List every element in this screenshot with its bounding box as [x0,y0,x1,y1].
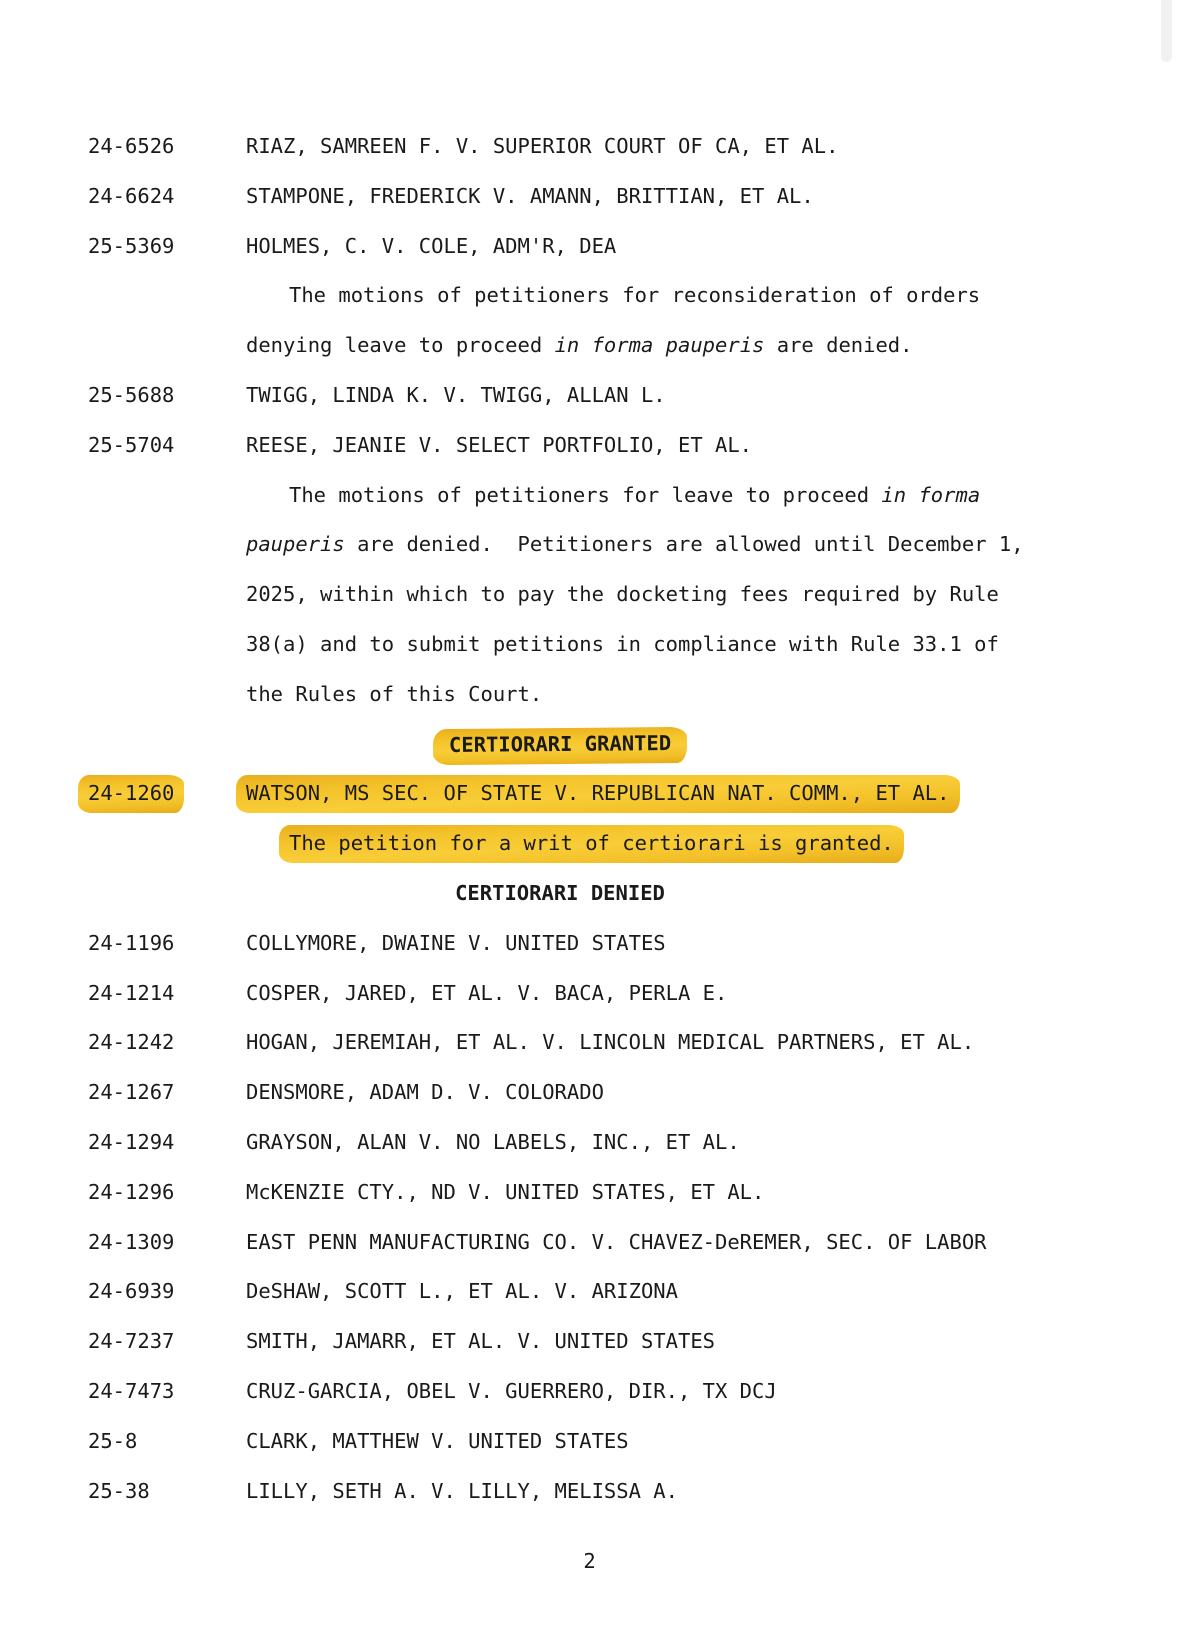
case-number: 24-1260 [78,775,184,813]
case-row [88,1118,1032,1168]
case-number: 24-6526 [88,134,175,158]
case-row [88,1317,1032,1367]
order-text-line [88,570,1032,620]
order-text-line [88,670,1032,720]
text-segment: are denied. [764,333,913,358]
case-number: 25-8 [88,1428,138,1453]
case-number: 24-1294 [88,1129,175,1154]
case-number: 25-5688 [88,382,175,407]
text-segment: 2025, within which to pay the docketing fees required by Rule [246,582,999,607]
highlight-mark [279,825,904,863]
scrollbar-thumb[interactable] [1161,0,1172,62]
case-row [88,222,1032,272]
case-number-column [88,222,246,272]
case-title: WATSON, MS SEC. OF STATE V. REPUBLICAN NAT. COMM., ET AL. [236,775,960,813]
order-text-line [88,620,1032,670]
order-text-line [88,471,1032,521]
case-number: 24-1309 [88,1229,175,1254]
case-number: 24-1267 [88,1080,175,1105]
italic-text: in forma [881,482,981,507]
case-number: 25-5704 [88,432,175,457]
case-number-column [88,1467,246,1517]
case-title: STAMPONE, FREDERICK V. AMANN, BRITTIAN, ET AL. [246,183,814,208]
text-segment: are denied. Petitioners are allowed until December 1, [344,532,1024,557]
case-number-column [88,1267,246,1317]
case-row [88,1367,1032,1417]
case-title: LILLY, SETH A. V. LILLY, MELISSA A. [246,1478,678,1503]
case-number: 24-6624 [88,183,175,208]
case-number-column [88,919,246,969]
case-number-column [88,1317,246,1367]
case-number: 24-7237 [88,1329,175,1354]
case-row [88,172,1032,222]
order-text-line [88,271,1032,321]
case-title: COLLYMORE, DWAINE V. UNITED STATES [246,930,666,955]
italic-text: pauperis [246,532,345,557]
case-number-column [88,1118,246,1168]
case-title: McKENZIE CTY., ND V. UNITED STATES, ET AL. [246,1179,765,1204]
case-row [88,969,1032,1019]
case-row [88,1467,1032,1517]
order-text-line [88,819,1032,869]
case-number: 24-1242 [88,1030,175,1055]
case-row [88,1068,1032,1118]
case-row [88,421,1032,471]
italic-text: in forma pauperis [554,333,765,358]
case-number-column [88,1168,246,1218]
case-title: SMITH, JAMARR, ET AL. V. UNITED STATES [246,1329,715,1354]
case-number-column [88,769,246,819]
case-number: 24-1196 [88,930,175,955]
case-number: 24-6939 [88,1279,175,1304]
case-row [88,769,1032,819]
section-heading [88,869,1032,919]
section-heading-text: CERTIORARI DENIED [455,880,665,905]
case-row [88,919,1032,969]
case-row [88,1267,1032,1317]
case-title: HOGAN, JEREMIAH, ET AL. V. LINCOLN MEDICAL PARTNERS, ET AL. [246,1030,975,1055]
order-list-document [88,122,1032,1516]
case-title: RIAZ, SAMREEN F. V. SUPERIOR COURT OF CA, ET AL. [246,134,839,158]
case-number: 24-1296 [88,1179,175,1204]
case-number-column [88,172,246,222]
case-row [88,371,1032,421]
case-title: CRUZ-GARCIA, OBEL V. GUERRERO, DIR., TX DCJ [246,1378,777,1403]
case-number-column [88,371,246,421]
text-segment: 38(a) and to submit petitions in compliance with Rule 33.1 of [246,631,999,656]
case-title: REESE, JEANIE V. SELECT PORTFOLIO, ET AL. [246,432,753,457]
case-number-column [88,421,246,471]
case-number: 24-1214 [88,980,175,1005]
order-text-line [88,520,1032,570]
order-text-line [88,321,1032,371]
text-segment: The motions of petitioners for leave to proceed [289,482,882,507]
text-segment: the Rules of this Court. [246,681,543,706]
page-number: 2 [583,1549,596,1573]
case-row [88,1218,1032,1268]
case-row [88,1168,1032,1218]
case-title: TWIGG, LINDA K. V. TWIGG, ALLAN L. [246,382,666,407]
case-number: 25-5369 [88,233,175,258]
case-number-column [88,969,246,1019]
case-title: DENSMORE, ADAM D. V. COLORADO [246,1080,604,1105]
section-heading-text: CERTIORARI GRANTED [433,726,687,764]
case-title: COSPER, JARED, ET AL. V. BACA, PERLA E. [246,980,728,1005]
case-number-column [88,1417,246,1467]
case-row [88,1417,1032,1467]
case-number-column [88,1367,246,1417]
section-heading [88,720,1032,770]
case-row [88,1018,1032,1068]
case-title: EAST PENN MANUFACTURING CO. V. CHAVEZ-DeREMER, SEC. OF LABOR [246,1229,987,1254]
case-number: 24-7473 [88,1378,175,1403]
case-title: GRAYSON, ALAN V. NO LABELS, INC., ET AL. [246,1129,740,1154]
case-number-column [88,1218,246,1268]
page-footer [0,1537,1179,1587]
document-lines [88,122,1032,1516]
text-segment: The motions of petitioners for reconsideration of orders [289,283,981,308]
case-title: DeSHAW, SCOTT L., ET AL. V. ARIZONA [246,1279,678,1304]
case-row [88,122,1032,172]
case-number-column [88,122,246,172]
case-title: CLARK, MATTHEW V. UNITED STATES [246,1428,629,1453]
case-number: 25-38 [88,1478,150,1503]
case-number-column [88,1068,246,1118]
text-segment: denying leave to proceed [246,333,555,358]
case-title: HOLMES, C. V. COLE, ADM'R, DEA [246,233,617,258]
case-number-column [88,1018,246,1068]
text-segment: The petition for a writ of certiorari is granted. [289,831,894,856]
